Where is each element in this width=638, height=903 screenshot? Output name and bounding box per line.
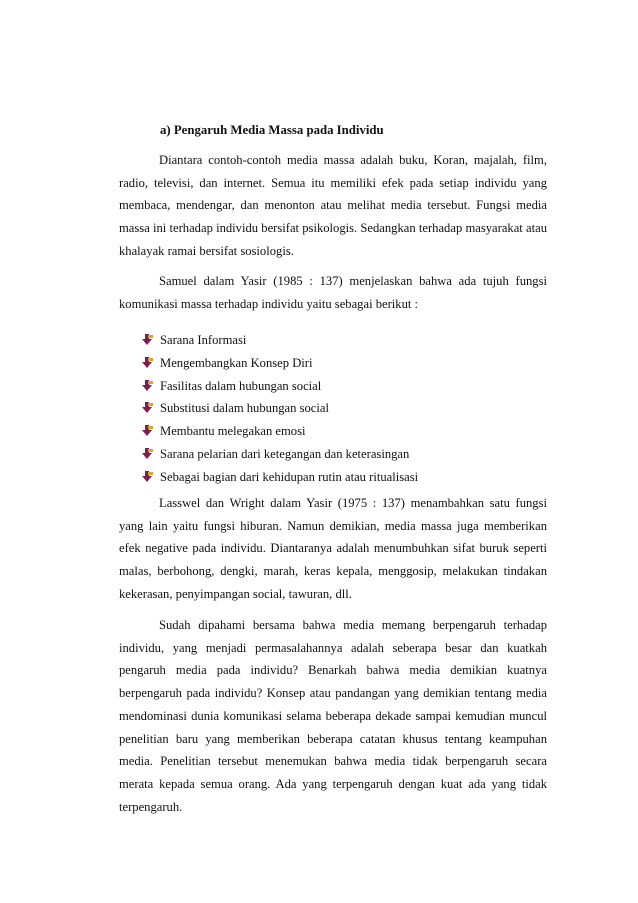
arrow-bullet-icon	[142, 402, 153, 413]
list-item	[142, 375, 418, 398]
arrow-bullet-icon	[142, 471, 153, 482]
paragraph-lasswell-wright: Lasswel dan Wright dalam Yasir (1975 : 137) menambahkan satu fungsi yang lain yaitu fungsi hiburan. Namun demikian, media massa juga memberikan efek negative pada individu. Diantaranya adalah menumbuhkan sifat buruk seperti malas, berbohong, dengki, marah, keras kepala, menggosip, melakukan tindakan kekerasan, penyimpangan social, tawuran, dll.	[119, 496, 547, 601]
list-item	[142, 397, 418, 420]
list-item-label: Sebagai bagian dari kehidupan rutin atau ritualisasi	[160, 469, 419, 484]
arrow-bullet-icon	[142, 448, 153, 459]
arrow-bullet-icon	[142, 334, 153, 345]
list-item	[142, 329, 418, 352]
paragraph-media-influence: Sudah dipahami bersama bahwa media memang berpengaruh terhadap individu, yang menjadi permasalahannya adalah seberapa besar dan kuatkah pengaruh media pada individu? Benarkah bahwa media demikian kuatnya berpengaruh pada individu? Konsep atau pandangan yang demikian tentang media mendominasi dunia komunikasi selama beberapa dekade sampai kemudian muncul penelitian baru yang memberikan beberapa catatan khusus tentang keampuhan media. Penelitian tersebut menemukan bahwa media tidak berpengaruh secara merata kepada semua orang. Ada yang terpengaruh dengan kuat ada yang tidak terpengaruh.	[119, 618, 547, 814]
list-item-label: Substitusi dalam hubungan social	[160, 401, 329, 416]
arrow-bullet-icon	[142, 425, 153, 436]
list-item	[142, 352, 418, 375]
section-heading: a) Pengaruh Media Massa pada Individu	[160, 123, 384, 137]
arrow-bullet-icon	[142, 357, 153, 368]
list-item-label: Sarana pelarian dari ketegangan dan keterasingan	[160, 446, 410, 461]
list-item	[142, 420, 418, 443]
list-item	[142, 443, 418, 466]
arrow-bullet-icon	[142, 380, 153, 391]
list-item-label: Mengembangkan Konsep Diri	[160, 355, 313, 370]
paragraph-samuel-functions: Samuel dalam Yasir (1985 : 137) menjelaskan bahwa ada tujuh fungsi komunikasi massa terhadap individu yaitu sebagai berikut :	[119, 274, 547, 311]
list-item-label: Sarana Informasi	[160, 333, 247, 347]
list-item	[142, 466, 418, 489]
list-item-label: Membantu melegakan emosi	[160, 424, 306, 439]
function-list	[142, 329, 418, 489]
list-item-label: Fasilitas dalam hubungan social	[160, 378, 322, 393]
paragraph-media-examples: Diantara contoh-contoh media massa adalah buku, Koran, majalah, film, radio, televisi, dan internet. Semua itu memiliki efek pada setiap individu yang membaca, mendengar, dan menonton atau melihat media tersebut. Fungsi media massa ini terhadap individu bersifat psikologis. Sedangkan terhadap masyarakat atau khalayak ramai bersifat sosiologis.	[119, 153, 547, 258]
